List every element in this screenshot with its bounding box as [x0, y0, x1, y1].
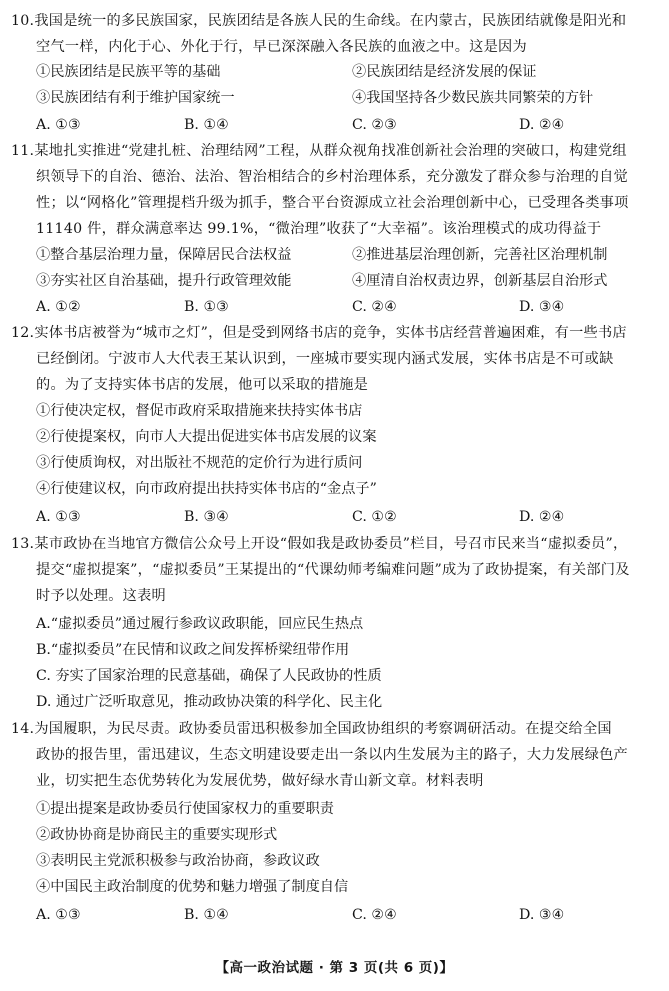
question-12-line-3: 的。为了支持实体书店的发展，他可以采取的措施是: [36, 377, 369, 393]
question-14-line-3: 业，切实把生态优势转化为发展优势，做好绿水青山新文章。材料表明: [36, 773, 484, 789]
statement-3: ③民族团结有利于维护国家统一: [36, 90, 235, 106]
choice-a[interactable]: A. ①③: [36, 509, 81, 525]
statement-3: ③行使质询权，对出版社不规范的定价行为进行质问: [36, 455, 363, 471]
choice-c[interactable]: C. ②④: [352, 299, 397, 315]
choice-c[interactable]: C. 夯实了国家治理的民意基础，确保了人民政协的性质: [36, 668, 382, 684]
statement-2: ②民族团结是经济发展的保证: [352, 64, 537, 80]
choice-d[interactable]: D. ③④: [519, 907, 565, 923]
statement-4: ④中国民主政治制度的优势和魅力增强了制度自信: [36, 879, 349, 895]
question-14-line-2: 政协的报告里，雷迅建议，生态文明建设要走出一条以内生发展为主的路子，大力发展绿色产: [36, 747, 628, 763]
statement-1: ①民族团结是民族平等的基础: [36, 64, 221, 80]
question-11-line-4: 11140 件，群众满意率达 99.1%，“微治理”收获了“大幸福”。该治理模式的成功得益于: [36, 221, 602, 237]
choice-d[interactable]: D. ②④: [519, 117, 565, 133]
choice-b[interactable]: B. ①④: [184, 117, 229, 133]
choice-b[interactable]: B. ③④: [184, 509, 229, 525]
choice-d[interactable]: D. 通过广泛听取意见，推动政协决策的科学化、民主化: [36, 694, 383, 710]
statement-2: ②推进基层治理创新，完善社区治理机制: [352, 247, 608, 263]
choice-b[interactable]: B. ①③: [184, 299, 229, 315]
question-13-line-2: 提交“虚拟提案”，“虚拟委员”王某提出的“代课幼师考编难问题”成为了政协提案，有关部门及: [36, 562, 630, 578]
statement-1: ①提出提案是政协委员行使国家权力的重要职责: [36, 801, 334, 817]
question-13-line-3: 时予以处理。这表明: [36, 588, 166, 604]
question-11-line-1: 11.某地扎实推进“党建扎桩、治理结网”工程，从群众视角找准创新社会治理的突破口，构建党组: [11, 143, 627, 159]
choice-d[interactable]: D. ②④: [519, 509, 565, 525]
statement-4: ④厘清自治权责边界，创新基层自治形式: [352, 273, 608, 289]
choice-a[interactable]: A.“虚拟委员”通过履行参政议政职能，回应民生热点: [36, 616, 364, 632]
statement-2: ②行使提案权，向市人大提出促进实体书店发展的议案: [36, 429, 377, 445]
question-10-line-1: 10.我国是统一的多民族国家，民族团结是各族人民的生命线。在内蒙古，民族团结就像是阳光和: [11, 13, 627, 29]
choice-c[interactable]: C. ②④: [352, 907, 397, 923]
choice-c[interactable]: C. ①②: [352, 509, 397, 525]
question-10-line-2: 空气一样，内化于心、外化于行，早已深深融入各民族的血液之中。这是因为: [36, 39, 527, 55]
question-11-line-2: 织领导下的自治、德治、法治、智治相结合的乡村治理体系，充分激发了群众参与治理的自觉: [36, 169, 628, 185]
choice-a[interactable]: A. ①③: [36, 117, 81, 133]
choice-a[interactable]: A. ①②: [36, 299, 81, 315]
question-12-line-1: 12.实体书店被誉为“城市之灯”，但是受到网络书店的竞争，实体书店经营普遍困难，有一些书店: [11, 325, 627, 341]
statement-3: ③表明民主党派积极参与政治协商，参政议政: [36, 853, 320, 869]
statement-1: ①行使决定权，督促市政府采取措施来扶持实体书店: [36, 403, 363, 419]
choice-b[interactable]: B. ①④: [184, 907, 229, 923]
statement-4: ④我国坚持各少数民族共同繁荣的方针: [352, 90, 594, 106]
question-14-line-1: 14.为国履职，为民尽责。政协委员雷迅积极参加全国政协组织的考察调研活动。在提交给全国: [11, 721, 612, 737]
page-footer: 【高一政治试题 · 第 3 页(共 6 页)】: [215, 960, 454, 976]
question-12-line-2: 已经倒闭。宁波市人大代表王某认识到，一座城市要实现内涵式发展，实体书店是不可或缺: [36, 351, 614, 367]
question-13-line-1: 13.某市政协在当地官方微信公众号上开设“假如我是政协委员”栏目，号召市民来当“虚拟委员”，: [11, 536, 628, 552]
statement-1: ①整合基层治理力量，保障居民合法权益: [36, 247, 292, 263]
choice-a[interactable]: A. ①③: [36, 907, 81, 923]
statement-2: ②政协协商是协商民主的重要实现形式: [36, 827, 278, 843]
choice-b[interactable]: B.“虚拟委员”在民情和议政之间发挥桥梁纽带作用: [36, 642, 350, 658]
choice-c[interactable]: C. ②③: [352, 117, 397, 133]
choice-d[interactable]: D. ③④: [519, 299, 565, 315]
statement-4: ④行使建议权，向市政府提出扶持实体书店的“金点子”: [36, 481, 377, 497]
statement-3: ③夯实社区自治基础，提升行政管理效能: [36, 273, 292, 289]
question-11-line-3: 性；以“网格化”管理提档升级为抓手，整合平台资源成立社会治理创新中心，已受理各类事项: [36, 195, 629, 211]
